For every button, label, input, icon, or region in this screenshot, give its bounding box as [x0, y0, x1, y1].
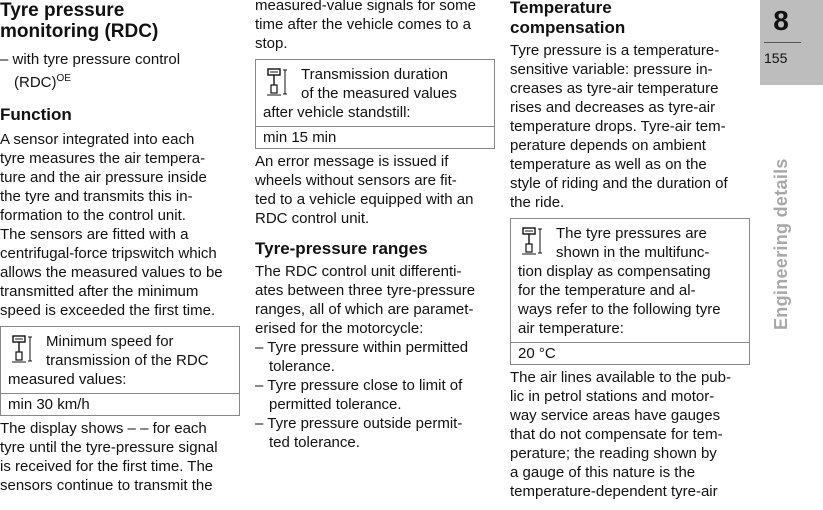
box-text-first: Minimum speed for transmission of the RDC [46, 333, 209, 369]
column-1 [0, 0, 240, 495]
tyre-pressure-gauge-icon [266, 68, 290, 98]
tyre-pressure-gauge-icon [11, 335, 35, 365]
option-text: – with tyre pressure control (RDC) [0, 51, 181, 91]
function-heading: Function [0, 105, 72, 124]
temperature-paragraph: Tyre pressure is a temperature- sensitive variable: pressure in- creases as tyre-air temperature rises and decreases as tyre-air temperature drops. Tyre-air tem- perature depends on ambient temperature as well as on the style of riding and the duration of the ride. [510, 42, 728, 211]
box-text-first: The tyre pressures are shown in the multifunc- [556, 225, 710, 261]
section-side-title: Engineering details [771, 158, 791, 330]
transmission-duration-box [255, 59, 495, 149]
air-lines-paragraph: The air lines available to the pub- lic in petrol stations and motor- way service areas have gauges that do not compensate for tem- perature; the reading shown by a gauge of this nature is the temperature-dependent tyre-air [510, 369, 731, 500]
range-item-1: – Tyre pressure within permitted tolerance. [255, 339, 469, 375]
ranges-paragraph: The RDC control unit differenti- ates between three tyre-pressure ranges, all of which are paramet- erised for the motorcycle: [255, 263, 476, 337]
min-speed-value: min 30 km/h [1, 393, 239, 415]
temperature-spec-box [510, 218, 750, 365]
range-item-2: – Tyre pressure close to limit of permitted tolerance. [255, 377, 463, 413]
oe-superscript: OE [56, 73, 71, 84]
temperature-compensation-heading: Temperature compensation [510, 0, 626, 37]
tab-divider [764, 42, 801, 43]
display-paragraph: The display shows – – for each tyre until the tyre-pressure signal is received for the first time. The sensors continue to transmit the [0, 420, 218, 494]
column-2 [255, 0, 495, 452]
page-number: 155 [764, 50, 788, 66]
reference-temperature-value: 20 °C [511, 342, 749, 364]
column-3 [510, 0, 750, 501]
box-text-rest: tion display as compensating for the temperature and al- ways refer to the following tyre air temperature: [518, 263, 721, 337]
continued-paragraph: measured-value signals for some time after the vehicle comes to a stop. [255, 0, 476, 52]
function-paragraph-2: The sensors are fitted with a centrifugal-force tripswitch which allows the measured values to be transmitted after the minimum speed is exceeded the first time. [0, 226, 223, 319]
tyre-pressure-gauge-icon [521, 227, 545, 257]
section-title-rdc: Tyre pressure monitoring (RDC) [0, 0, 159, 42]
function-paragraph-1: A sensor integrated into each tyre measures the air tempera- ture and the air pressure inside the tyre and transmits this in- formation to the control unit. [0, 131, 207, 224]
transmission-duration-value: min 15 min [256, 126, 494, 148]
range-item-3: – Tyre pressure outside permit- ted tolerance. [255, 415, 463, 451]
error-message-paragraph: An error message is issued if wheels without sensors are fit- ted to a vehicle equipped with an RDC control unit. [255, 153, 474, 227]
option-line [0, 50, 240, 92]
min-speed-spec-box [0, 326, 240, 416]
box-text-first: Transmission duration of the measured values [301, 66, 457, 102]
box-text-rest: after vehicle standstill: [263, 104, 411, 121]
box-text-rest: measured values: [8, 371, 127, 388]
chapter-number: 8 [773, 5, 789, 36]
ranges-heading: Tyre-pressure ranges [255, 239, 428, 258]
